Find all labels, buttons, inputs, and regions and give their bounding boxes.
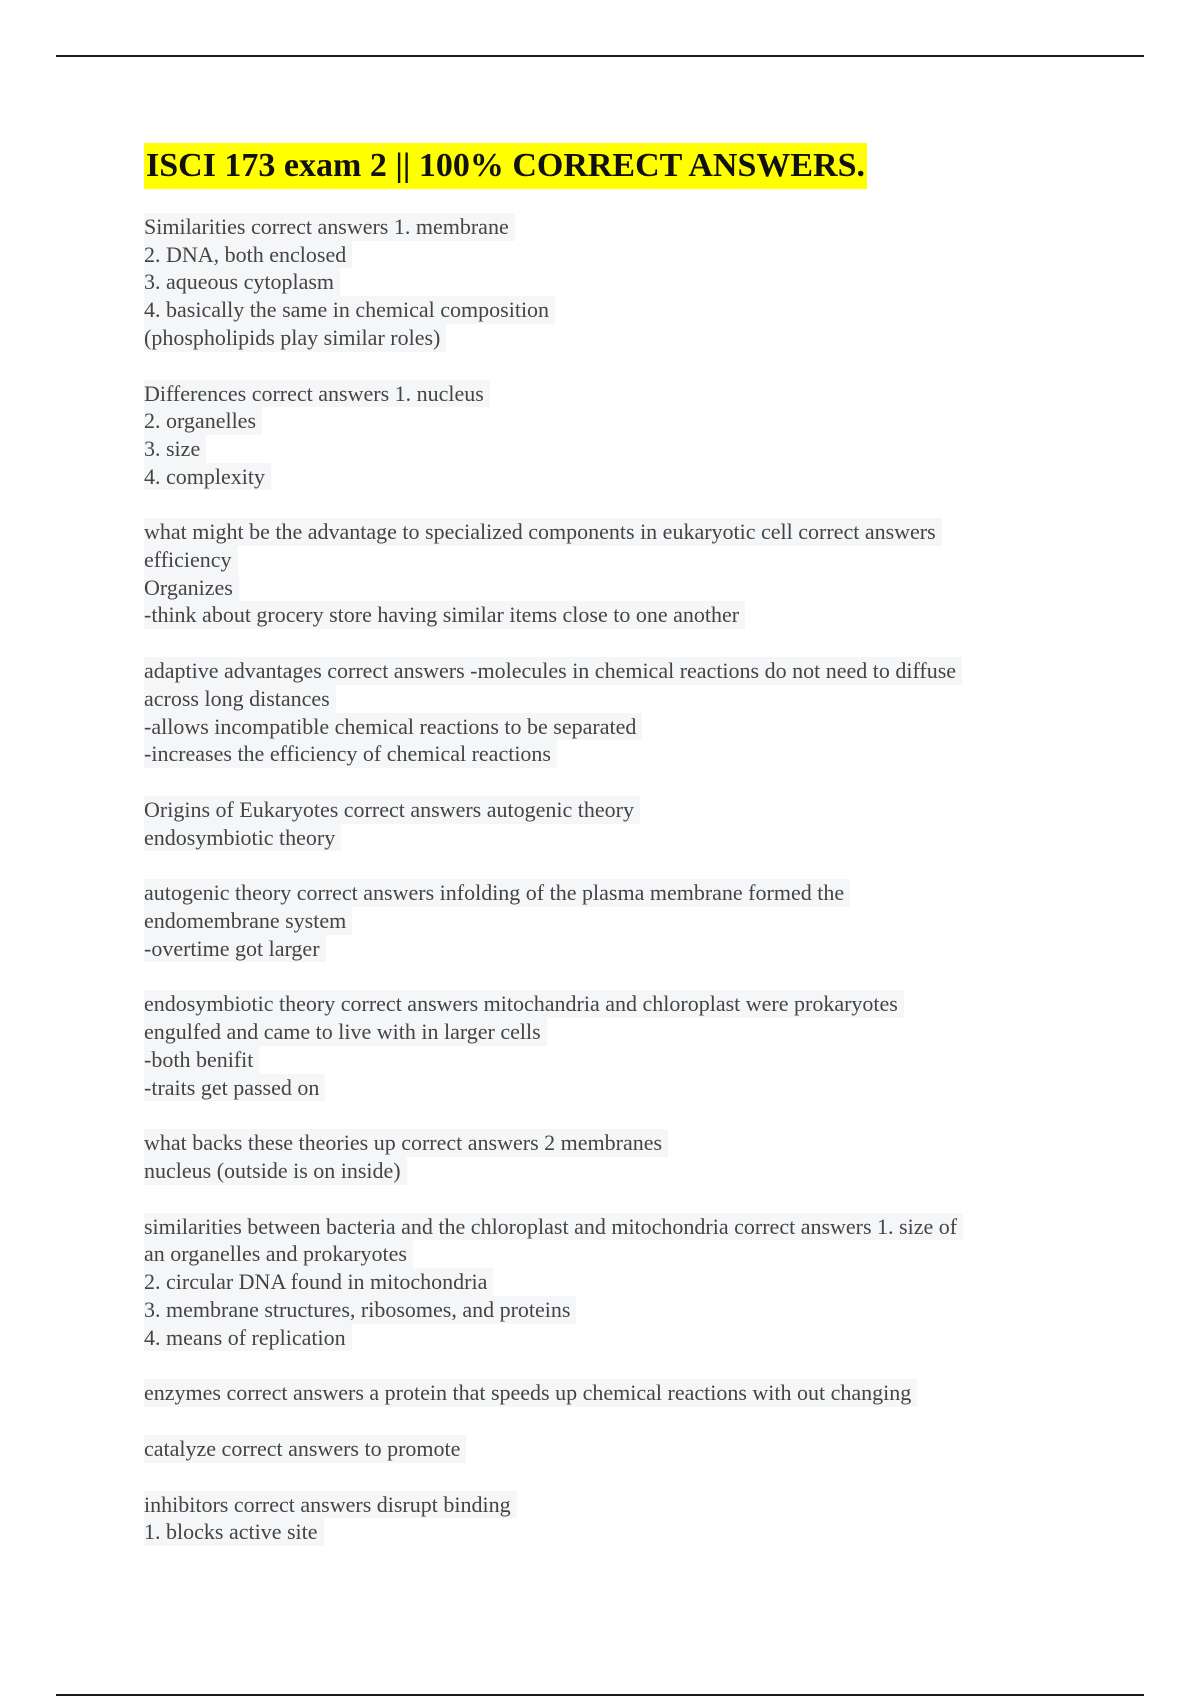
entry-line: enzymes correct answers a protein that speeds up chemical reactions with out changing xyxy=(144,1379,917,1407)
entry-line: inhibitors correct answers disrupt binding xyxy=(144,1491,517,1519)
qa-entry xyxy=(144,879,1064,962)
entry-line: Origins of Eukaryotes correct answers autogenic theory xyxy=(144,796,640,824)
entry-line: similarities between bacteria and the chloroplast and mitochondria correct answers 1. size of xyxy=(144,1213,963,1241)
entry-line: -think about grocery store having similar items close to one another xyxy=(144,601,745,629)
qa-entry xyxy=(144,990,1064,1101)
entry-line: -both benifit xyxy=(144,1046,259,1074)
entry-line: catalyze correct answers to promote xyxy=(144,1435,466,1463)
entry-line: an organelles and prokaryotes xyxy=(144,1240,413,1268)
entry-line: efficiency xyxy=(144,546,238,574)
entry-line: across long distances xyxy=(144,685,336,713)
entry-line: Organizes xyxy=(144,574,239,602)
qa-entry xyxy=(144,657,1064,768)
entry-line: 4. complexity xyxy=(144,463,271,491)
entry-line: what might be the advantage to specialized components in eukaryotic cell correct answers xyxy=(144,518,942,546)
qa-entry xyxy=(144,1213,1064,1352)
qa-entry xyxy=(144,1491,1064,1546)
entry-line: autogenic theory correct answers infolding of the plasma membrane formed the xyxy=(144,879,850,907)
entry-line: -overtime got larger xyxy=(144,935,326,963)
bottom-rule xyxy=(56,1694,1144,1696)
entry-line: Differences correct answers 1. nucleus xyxy=(144,380,490,408)
entry-line: Similarities correct answers 1. membrane xyxy=(144,213,515,241)
entry-line: endomembrane system xyxy=(144,907,352,935)
entry-line: -allows incompatible chemical reactions to be separated xyxy=(144,713,642,741)
qa-entry xyxy=(144,380,1064,491)
document-body xyxy=(144,213,1064,1574)
entry-line: -increases the efficiency of chemical reactions xyxy=(144,740,557,768)
entry-line: endosymbiotic theory xyxy=(144,824,341,852)
entry-line: 2. circular DNA found in mitochondria xyxy=(144,1268,493,1296)
entry-line: endosymbiotic theory correct answers mitochandria and chloroplast were prokaryotes xyxy=(144,990,904,1018)
entry-line: adaptive advantages correct answers -molecules in chemical reactions do not need to diffuse xyxy=(144,657,962,685)
qa-entry xyxy=(144,213,1064,352)
entry-line: what backs these theories up correct answers 2 membranes xyxy=(144,1129,668,1157)
qa-entry xyxy=(144,1129,1064,1184)
qa-entry xyxy=(144,1379,1064,1407)
entry-line: nucleus (outside is on inside) xyxy=(144,1157,407,1185)
entry-line: 2. organelles xyxy=(144,407,262,435)
qa-entry xyxy=(144,518,1064,629)
entry-line: 4. means of replication xyxy=(144,1324,352,1352)
top-rule xyxy=(56,55,1144,57)
qa-entry xyxy=(144,1435,1064,1463)
entry-line: 3. size xyxy=(144,435,206,463)
document-title: ISCI 173 exam 2 || 100% CORRECT ANSWERS. xyxy=(144,143,867,189)
entry-line: 2. DNA, both enclosed xyxy=(144,241,352,269)
entry-line: (phospholipids play similar roles) xyxy=(144,324,446,352)
entry-line: 4. basically the same in chemical composition xyxy=(144,296,555,324)
entry-line: -traits get passed on xyxy=(144,1074,325,1102)
entry-line: 1. blocks active site xyxy=(144,1518,324,1546)
qa-entry xyxy=(144,796,1064,851)
entry-line: engulfed and came to live with in larger cells xyxy=(144,1018,547,1046)
entry-line: 3. aqueous cytoplasm xyxy=(144,268,340,296)
entry-line: 3. membrane structures, ribosomes, and proteins xyxy=(144,1296,576,1324)
